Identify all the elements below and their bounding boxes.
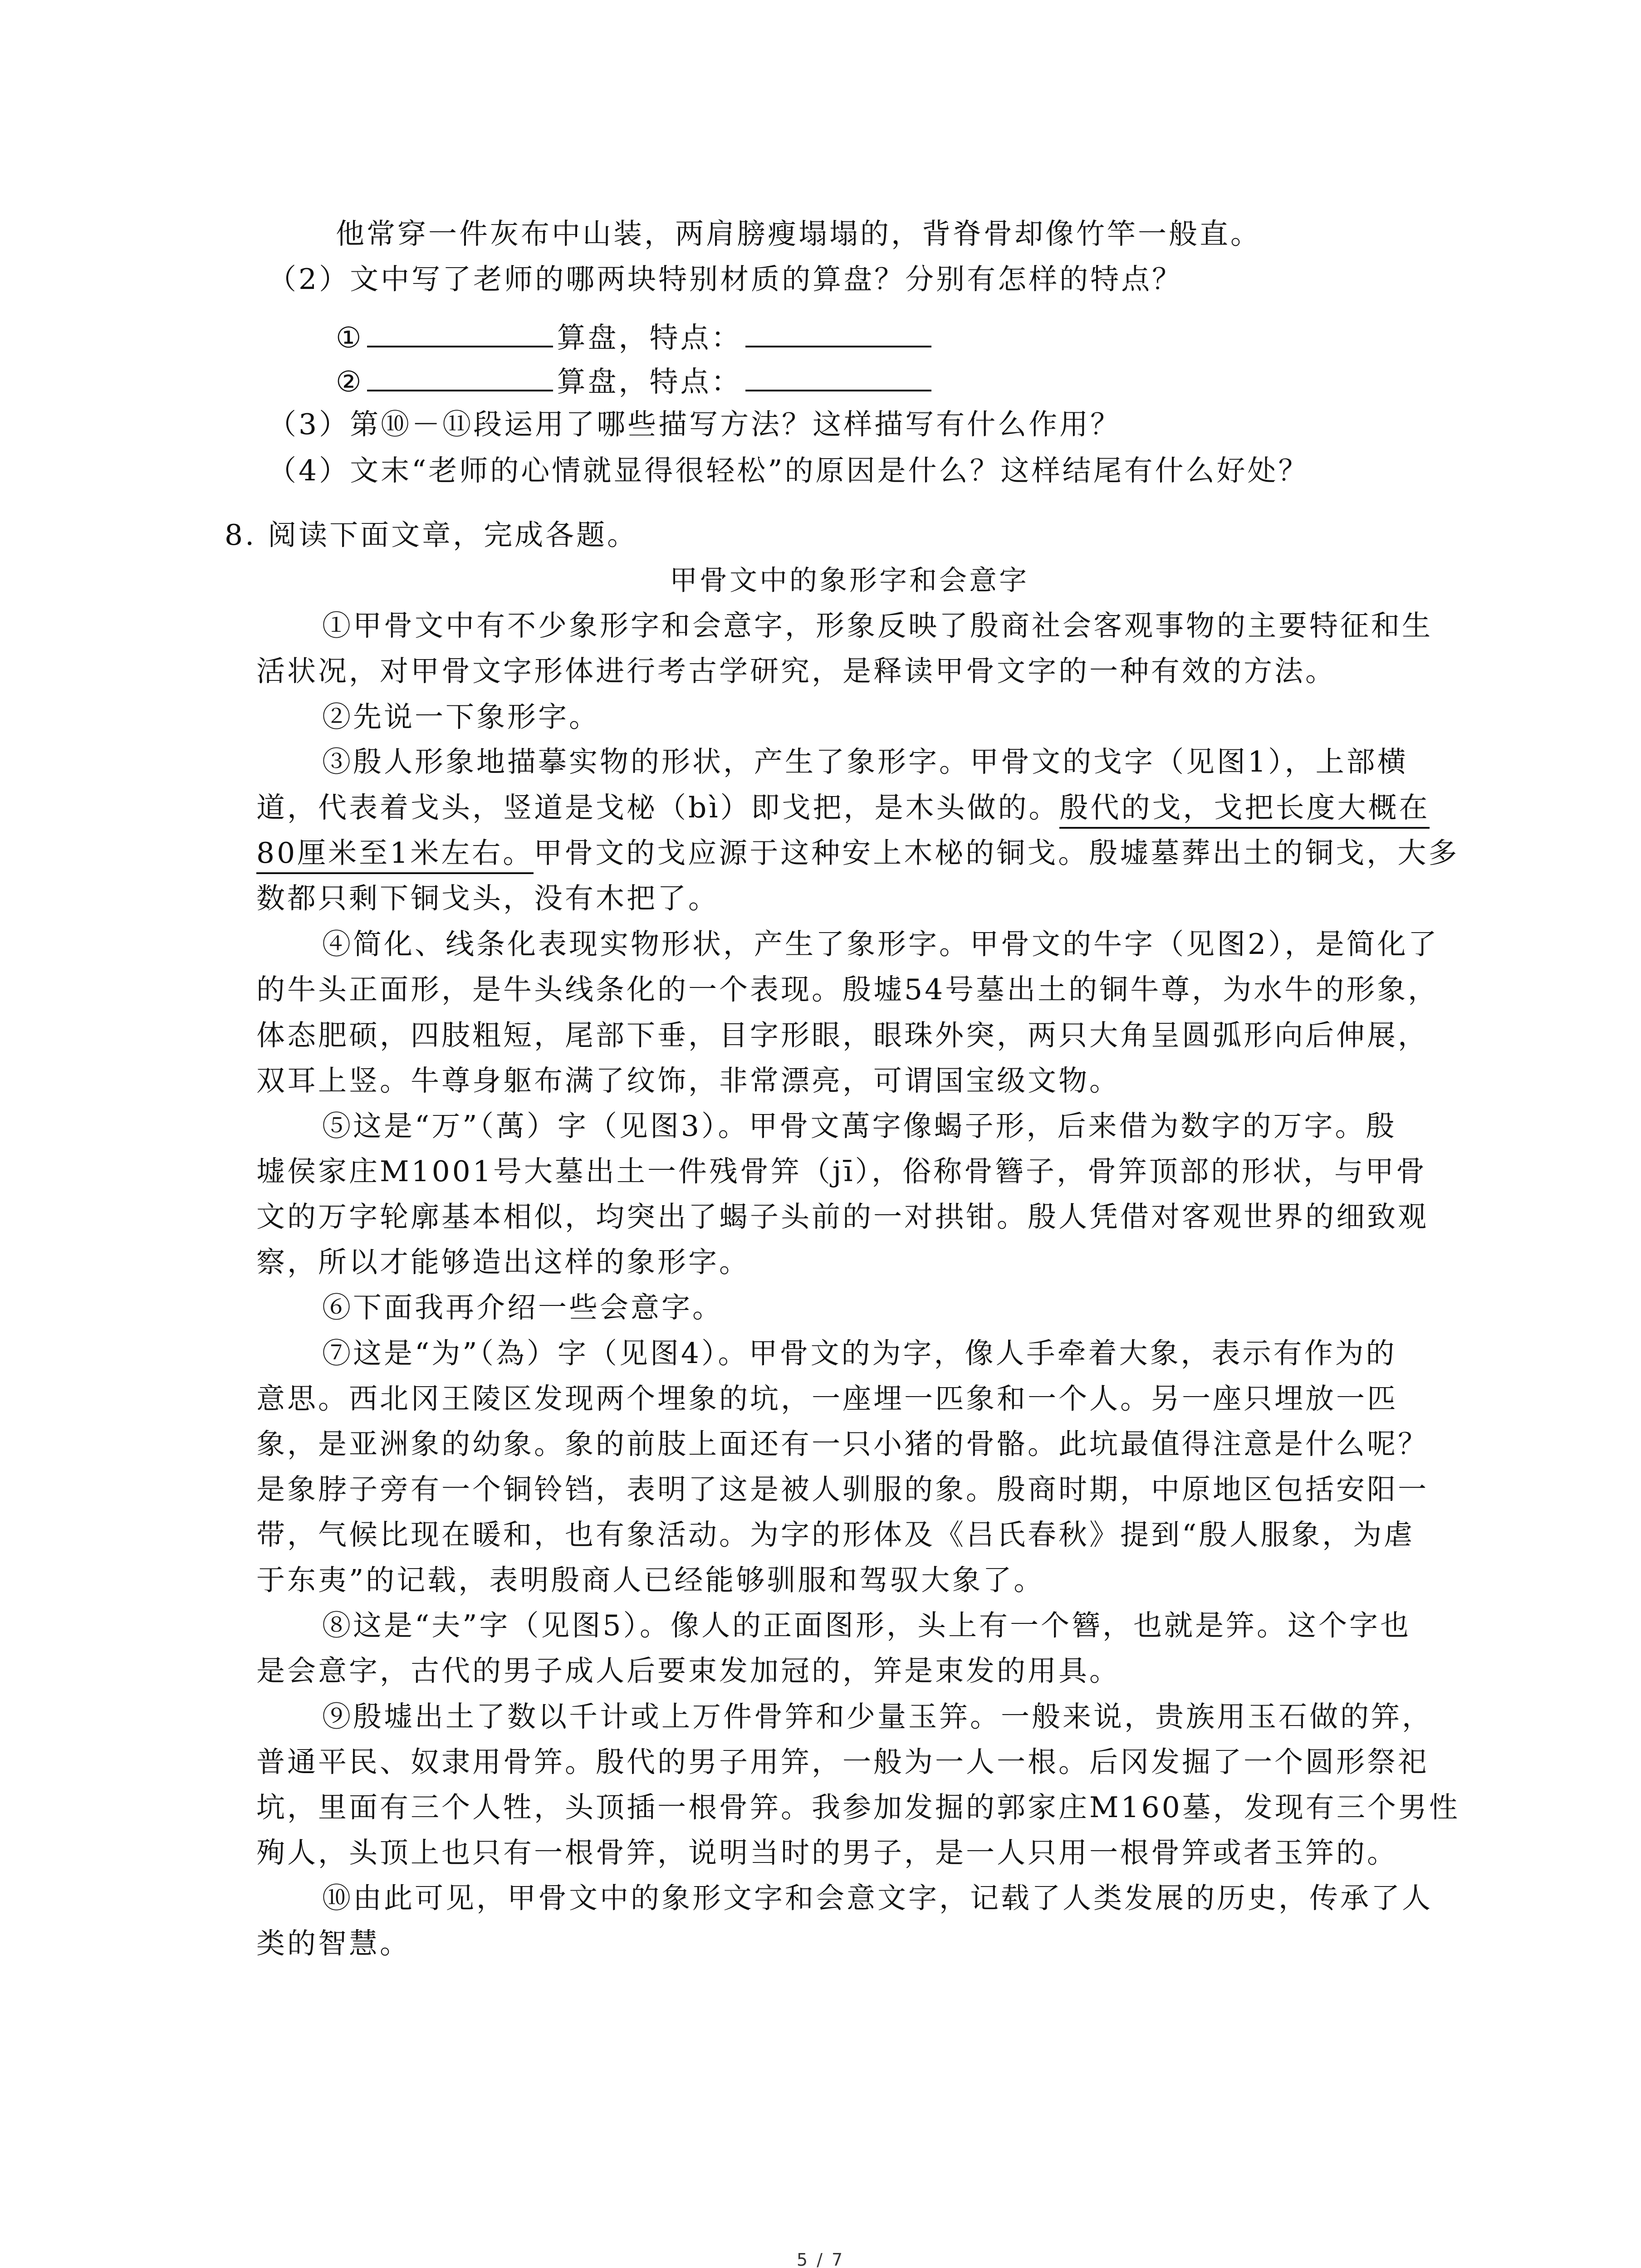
paragraph-6: ⑥下面我再介绍一些会意字。 [322, 1291, 723, 1324]
answer-blank[interactable] [745, 318, 931, 347]
q7-example-sentence: 他常穿一件灰布中山装，两肩膀瘦塌塌的，背脊骨却像竹竿一般直。 [336, 217, 1261, 250]
paragraph-4-line: 体态肥硕，四肢粗短，尾部下垂，目字形眼，眼珠外突，两只大角呈圆弧形向后伸展， [256, 1019, 1429, 1052]
paragraph-7-line: 是象脖子旁有一个铜铃铛，表明了这是被人驯服的象。殷商时期，中原地区包括安阳一 [256, 1473, 1429, 1506]
paragraph-3-line [256, 790, 1430, 826]
paragraph-8-line: ⑧这是“夫”字（见图5）。像人的正面图形，头上有一个簪，也就是笄。这个字也 [322, 1609, 1411, 1642]
q7-sub2-item-2 [336, 362, 935, 398]
paragraph-5-line: 墟侯家庄M1001号大墓出土一件残骨笄（jī），俗称骨簪子，骨笄顶部的形状，与甲骨 [256, 1155, 1427, 1188]
plain-text: 甲骨文的戈应源于这种安上木柲的铜戈。殷墟墓葬出土的铜戈，大多 [534, 836, 1460, 870]
item-middle-text: 算盘，特点： [557, 365, 742, 398]
q8-prompt: 8. 阅读下面文章，完成各题。 [225, 518, 638, 552]
paragraph-10-line: 类的智慧。 [256, 1927, 411, 1960]
paragraph-4-line: 的牛头正面形，是牛头线条化的一个表现。殷墟54号墓出土的铜牛尊，为水牛的形象， [256, 973, 1439, 1006]
paragraph-7-line: 于东夷”的记载，表明殷商人已经能够驯服和驾驭大象了。 [256, 1564, 1045, 1597]
paragraph-7-line: 象，是亚洲象的幼象。象的前肢上面还有一只小猪的骨骼。此坑最值得注意是什么呢？ [256, 1427, 1429, 1461]
q7-sub4-question: （4）文末“老师的心情就显得很轻松”的原因是什么？这样结尾有什么好处？ [268, 454, 1309, 487]
paragraph-5-line: 文的万字轮廓基本相似，均突出了蝎子头前的一对拱钳。殷人凭借对客观世界的细致观 [256, 1200, 1429, 1233]
paragraph-4-line: ④简化、线条化表现实物形状，产生了象形字。甲骨文的牛字（见图2），是简化了 [322, 928, 1439, 961]
paragraph-1-line: 活状况，对甲骨文字形体进行考古学研究，是释读甲骨文字的一种有效的方法。 [256, 655, 1336, 688]
paragraph-5-line: 察，所以才能够造出这样的象形字。 [256, 1246, 750, 1279]
answer-blank[interactable] [367, 362, 553, 391]
paragraph-9-line: 殉人，头顶上也只有一根骨笄，说明当时的男子，是一人只用一根骨笄或者玉笄的。 [256, 1836, 1398, 1869]
paragraph-7-line: 意思。西北冈王陵区发现两个埋象的坑，一座埋一匹象和一个人。另一座只埋放一匹 [256, 1382, 1398, 1415]
item-number: ① [336, 321, 364, 354]
answer-blank[interactable] [367, 318, 553, 347]
q7-sub2-item-1 [336, 318, 935, 354]
page-number: 5 / 7 [796, 2250, 845, 2268]
paragraph-1-line: ①甲骨文中有不少象形字和会意字，形象反映了殷商社会客观事物的主要特征和生 [322, 609, 1433, 642]
paragraph-8-line: 是会意字，古代的男子成人后要束发加冠的，笄是束发的用具。 [256, 1654, 1120, 1687]
q7-sub2-question: （2）文中写了老师的哪两块特别材质的算盘？分别有怎样的特点？ [268, 263, 1183, 296]
answer-blank[interactable] [745, 362, 931, 391]
paragraph-4-line: 双耳上竖。牛尊身躯布满了纹饰，非常漂亮，可谓国宝级文物。 [256, 1064, 1120, 1097]
underlined-sentence: 殷代的戈，戈把长度大概在 [1059, 791, 1430, 829]
paragraph-3-line [256, 835, 1459, 871]
paragraph-2: ②先说一下象形字。 [322, 700, 600, 733]
paragraph-3-line: 数都只剩下铜戈头，没有木把了。 [256, 882, 719, 915]
paragraph-7-line: ⑦这是“为”（為）字（见图4）。甲骨文的为字，像人手牵着大象，表示有作为的 [322, 1337, 1397, 1370]
paragraph-7-line: 带，气候比现在暖和，也有象活动。为字的形体及《吕氏春秋》提到“殷人服象，为虐 [256, 1518, 1415, 1551]
underlined-sentence: 80厘米至1米左右。 [256, 836, 534, 874]
article-title: 甲骨文中的象形字和会意字 [670, 564, 1029, 596]
paragraph-10-line: ⑩由此可见，甲骨文中的象形文字和会意文字，记载了人类发展的历史，传承了人 [322, 1882, 1433, 1915]
q7-sub3-question: （3）第⑩－⑪段运用了哪些描写方法？这样描写有什么作用？ [268, 408, 1122, 441]
paragraph-9-line: ⑨殷墟出土了数以千计或上万件骨笄和少量玉笄。一般来说，贵族用玉石做的笄， [322, 1700, 1433, 1733]
item-middle-text: 算盘，特点： [557, 321, 742, 354]
plain-text: 道，代表着戈头，竖道是戈柲（bì）即戈把，是木头做的。 [256, 791, 1060, 824]
item-number: ② [336, 365, 364, 398]
paragraph-9-line: 坑，里面有三个人牲，头顶插一根骨笄。我参加发掘的郭家庄M160墓，发现有三个男性 [256, 1791, 1460, 1824]
paragraph-3-line: ③殷人形象地描摹实物的形状，产生了象形字。甲骨文的戈字（见图1），上部横 [322, 745, 1408, 778]
paragraph-9-line: 普通平民、奴隶用骨笄。殷代的男子用笄，一般为一人一根。后冈发掘了一个圆形祭祀 [256, 1745, 1429, 1779]
paragraph-5-line: ⑤这是“万”（萬）字（见图3）。甲骨文萬字像蝎子形，后来借为数字的万字。殷 [322, 1110, 1397, 1143]
